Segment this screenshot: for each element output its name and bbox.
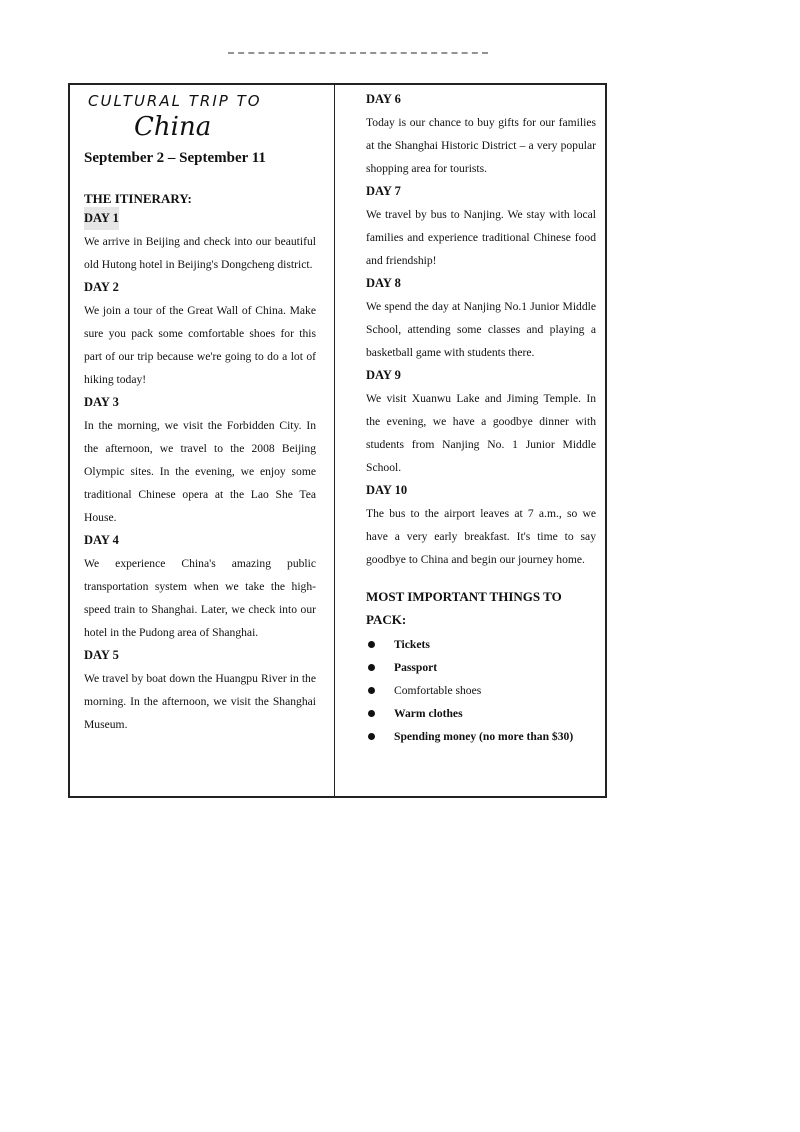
day-label: DAY 7 [366, 184, 401, 198]
day-label: DAY 4 [84, 533, 119, 547]
day-label: DAY 9 [366, 368, 401, 382]
day-label: DAY 5 [84, 648, 119, 662]
day-2 [84, 276, 316, 391]
day-text: We experience China's amazing public transportation system when we take the high-speed train to Shanghai. Later, we check into our hotel in the Pudong area of Shanghai. [84, 557, 316, 639]
title-line: CULTURAL TRIP TO [88, 92, 262, 110]
packing-item: Tickets [366, 633, 596, 656]
day-label: DAY 1 [84, 207, 119, 230]
day-text: Today is our chance to buy gifts for our families at the Shanghai Historic District – a very popular shopping area for tourists. [366, 116, 596, 175]
right-column [366, 88, 596, 748]
day-1 [84, 207, 316, 276]
day-text: We visit Xuanwu Lake and Jiming Temple. In the evening, we have a goodbye dinner with students from Nanjing No. 1 Junior Middle School. [366, 392, 596, 474]
day-label: DAY 3 [84, 395, 119, 409]
day-8 [366, 272, 596, 364]
day-text: We arrive in Beijing and check into our beautiful old Hutong hotel in Beijing's Dongcheng district. [84, 235, 316, 271]
day-label: DAY 6 [366, 92, 401, 106]
itinerary-label: THE ITINERARY: [84, 191, 192, 206]
column-divider [334, 83, 335, 798]
day-text: We spend the day at Nanjing No.1 Junior Middle School, attending some classes and playing a basketball game with students there. [366, 300, 596, 359]
day-3 [84, 391, 316, 529]
day-7 [366, 180, 596, 272]
day-label: DAY 8 [366, 276, 401, 290]
packing-list [366, 633, 596, 748]
packing-item: Comfortable shoes [366, 679, 596, 702]
packing-heading: MOST IMPORTANT THINGS TO PACK: [366, 589, 562, 627]
day-text: In the morning, we visit the Forbidden City. In the afternoon, we travel to the 2008 Beijing Olympic sites. In the evening, we enjoy some traditional Chinese opera at the Lao She Tea House. [84, 419, 316, 524]
day-text: We travel by bus to Nanjing. We stay with local families and experience traditional Chinese food and friendship! [366, 208, 596, 267]
trip-dates: September 2 – September 11 [84, 150, 266, 166]
day-4 [84, 529, 316, 644]
day-text: We travel by boat down the Huangpu River in the morning. In the afternoon, we visit the Shanghai Museum. [84, 672, 316, 731]
scan-artifact-line [228, 52, 488, 60]
packing-item: Spending money (no more than $30) [366, 725, 596, 748]
day-text: The bus to the airport leaves at 7 a.m., so we have a very early breakfast. It's time to say goodbye to China and begin our journey home. [366, 507, 596, 566]
day-label: DAY 2 [84, 280, 119, 294]
title-country: China [134, 112, 212, 142]
packing-item: Passport [366, 656, 596, 679]
day-10 [366, 479, 596, 571]
day-5 [84, 644, 316, 736]
day-text: We join a tour of the Great Wall of China. Make sure you pack some comfortable shoes for this part of our trip because we're going to do a lot of hiking today! [84, 304, 316, 386]
day-9 [366, 364, 596, 479]
left-column [84, 88, 316, 736]
day-6 [366, 88, 596, 180]
packing-item: Warm clothes [366, 702, 596, 725]
day-label: DAY 10 [366, 483, 408, 497]
